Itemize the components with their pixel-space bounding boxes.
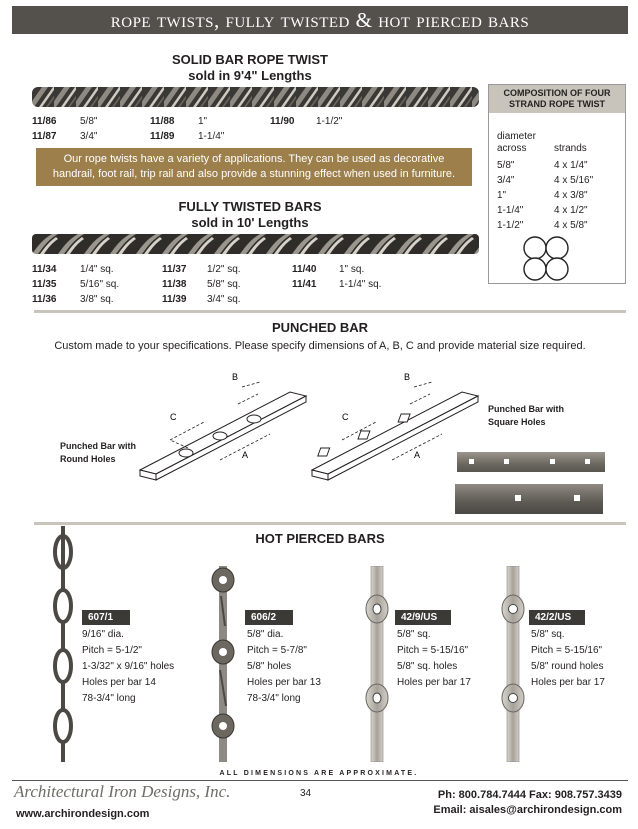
fully-twisted-image: [32, 234, 479, 254]
item-code: 11/36: [32, 294, 57, 305]
item-size: 3/8" sq.: [80, 294, 114, 305]
punched-bar-title: PUNCHED BAR: [271, 320, 369, 335]
composition-strands: 4 x 5/16": [554, 175, 594, 186]
list-item: [150, 129, 224, 144]
composition-title: COMPOSITION OF FOUR STRAND ROPE TWIST: [489, 85, 625, 113]
four-strand-diagram: [521, 235, 571, 281]
dimensions-note: ALL DIMENSIONS ARE APPROXIMATE.: [219, 770, 419, 777]
punched-bar-diagram: [130, 362, 480, 498]
spec-line: 5/8" sq.: [531, 629, 565, 640]
spec-line: 78-3/4" long: [82, 693, 136, 704]
composition-diameter: 5/8": [497, 160, 515, 171]
spec-line: Pitch = 5-1/2": [82, 645, 142, 656]
solid-rope-title-line1: SOLID BAR ROPE TWIST: [172, 52, 328, 67]
composition-diameter: 1-1/4": [497, 205, 524, 216]
item-code: 11/34: [32, 264, 57, 275]
round-holes-label: [60, 440, 136, 466]
rope-twist-note: Our rope twists have a variety of applications. They can be used as decorative handrail, foot rail, trip rail and also provide a stunning effect when used in furniture.: [36, 148, 472, 186]
item-code: 11/40: [292, 264, 317, 275]
page-number: 34: [300, 788, 312, 799]
item-code: 11/35: [32, 279, 57, 290]
spec-line: 5/8" holes: [247, 661, 292, 672]
product-spec: [247, 627, 321, 707]
composition-strands: 4 x 5/8": [554, 220, 588, 231]
spec-line: Holes per bar 17: [397, 677, 471, 688]
section-divider: [34, 522, 626, 525]
item-code: 11/87: [32, 131, 57, 142]
item-size: 1-1/4" sq.: [339, 279, 382, 290]
list-item: [270, 114, 342, 129]
fully-twisted-title: [150, 199, 350, 231]
item-size: 1": [198, 116, 208, 127]
list-item: [32, 262, 114, 277]
rope-twist-image: [32, 87, 479, 107]
list-item: [162, 277, 241, 292]
page-header: rope twists, fully twisted & hot pierced bars: [12, 6, 628, 34]
punched-bar-photo-1: [457, 452, 605, 472]
square-hole: [469, 459, 474, 464]
item-code: 11/41: [292, 279, 317, 290]
solid-rope-title: [150, 52, 350, 84]
composition-diameter: 1-1/2": [497, 220, 524, 231]
composition-row: [497, 190, 588, 202]
spec-line: 5/8" sq. holes: [397, 661, 458, 672]
email-link[interactable]: Email: aisales@archirondesign.com: [433, 804, 622, 816]
dim-b-label-round: B: [232, 372, 239, 382]
website-link[interactable]: www.archirondesign.com: [16, 808, 150, 820]
square-hole: [504, 459, 509, 464]
composition-diameter: 1": [497, 190, 507, 201]
composition-col2-header: strands: [554, 143, 587, 154]
composition-strands: 4 x 1/4": [554, 160, 588, 171]
list-item: [32, 277, 119, 292]
hot-pierced-bar-607-1: [48, 526, 78, 762]
spec-line: 78-3/4" long: [247, 693, 301, 704]
product-tag: 42/2/US: [529, 610, 585, 625]
list-item: [32, 129, 97, 144]
fully-twisted-title-line1: FULLY TWISTED BARS: [178, 199, 322, 214]
product-tag: 606/2: [245, 610, 293, 625]
item-size: 5/16" sq.: [80, 279, 120, 290]
item-size: 1-1/2": [316, 116, 343, 127]
item-size: 1" sq.: [339, 264, 365, 275]
product-spec: [82, 627, 174, 707]
item-size: 3/4" sq.: [207, 294, 241, 305]
item-size: 3/4": [80, 131, 98, 142]
item-code: 11/86: [32, 116, 57, 127]
list-item: [162, 292, 241, 307]
item-code: 11/39: [162, 294, 187, 305]
composition-row: [497, 175, 594, 187]
spec-line: 5/8" sq.: [397, 629, 431, 640]
footer-divider: [12, 780, 628, 781]
square-hole: [550, 459, 555, 464]
item-size: 1-1/4": [198, 131, 225, 142]
hot-pierced-bar-606-2: [203, 566, 243, 762]
composition-row: [497, 205, 588, 217]
dim-c-label-round: C: [170, 412, 177, 422]
spec-line: 9/16" dia.: [82, 629, 124, 640]
spec-line: 1-3/32" x 9/16" holes: [82, 661, 175, 672]
spec-line: Pitch = 5-15/16": [397, 645, 469, 656]
round-holes-label-line1: Punched Bar with: [60, 441, 137, 451]
square-hole: [515, 495, 521, 501]
composition-row: [497, 220, 588, 232]
contact-info: [433, 788, 622, 818]
list-item: [162, 262, 241, 277]
hot-pierced-bar-42-9-us: [360, 566, 394, 762]
spec-line: 5/8" dia.: [247, 629, 284, 640]
dim-a-label-square: A: [414, 450, 421, 460]
item-size: 5/8" sq.: [207, 279, 241, 290]
punched-bar-photo-2: [455, 484, 603, 514]
composition-strands: 4 x 1/2": [554, 205, 588, 216]
product-spec: [397, 627, 471, 691]
composition-diameter: 3/4": [497, 175, 515, 186]
phone-fax: Ph: 800.784.7444 Fax: 908.757.3439: [437, 789, 622, 801]
product-tag: 42/9/US: [395, 610, 451, 625]
list-item: [292, 277, 381, 292]
spec-line: 5/8" round holes: [531, 661, 604, 672]
spec-line: Holes per bar 13: [247, 677, 321, 688]
square-holes-label: [488, 403, 564, 429]
round-holes-label-line2: Round Holes: [60, 454, 116, 464]
square-hole: [574, 495, 580, 501]
list-item: [292, 262, 364, 277]
composition-box: [488, 84, 626, 284]
section-divider: [34, 310, 626, 313]
spec-line: Holes per bar 14: [82, 677, 156, 688]
item-size: 1/4" sq.: [80, 264, 114, 275]
item-code: 11/90: [270, 116, 295, 127]
composition-strands: 4 x 3/8": [554, 190, 588, 201]
hot-pierced-bar-42-2-us: [496, 566, 530, 762]
square-holes-label-line2: Square Holes: [488, 417, 546, 427]
item-code: 11/38: [162, 279, 187, 290]
spec-line: Pitch = 5-7/8": [247, 645, 307, 656]
fully-twisted-title-line2: sold in 10' Lengths: [191, 215, 309, 230]
list-item: [32, 292, 114, 307]
dim-b-label-square: B: [404, 372, 411, 382]
product-tag: 607/1: [82, 610, 130, 625]
punched-bar-description: Custom made to your specifications. Please specify dimensions of A, B, C and provide material size required.: [54, 340, 586, 352]
dim-a-label-round: A: [242, 450, 249, 460]
composition-row: [497, 160, 588, 172]
hot-pierced-title: HOT PIERCED BARS: [255, 531, 385, 546]
spec-line: Pitch = 5-15/16": [531, 645, 603, 656]
item-code: 11/88: [150, 116, 175, 127]
square-holes-label-line1: Punched Bar with: [488, 404, 565, 414]
dim-c-label-square: C: [342, 412, 349, 422]
composition-col1-header: diameter across: [497, 131, 536, 154]
list-item: [32, 114, 97, 129]
spec-line: Holes per bar 17: [531, 677, 605, 688]
item-code: 11/89: [150, 131, 175, 142]
item-size: 5/8": [80, 116, 98, 127]
list-item: [150, 114, 207, 129]
square-hole: [585, 459, 590, 464]
solid-rope-title-line2: sold in 9'4" Lengths: [188, 68, 312, 83]
product-spec: [531, 627, 605, 691]
company-logo: Architectural Iron Designs, Inc.: [14, 782, 231, 801]
item-code: 11/37: [162, 264, 187, 275]
item-size: 1/2" sq.: [207, 264, 241, 275]
